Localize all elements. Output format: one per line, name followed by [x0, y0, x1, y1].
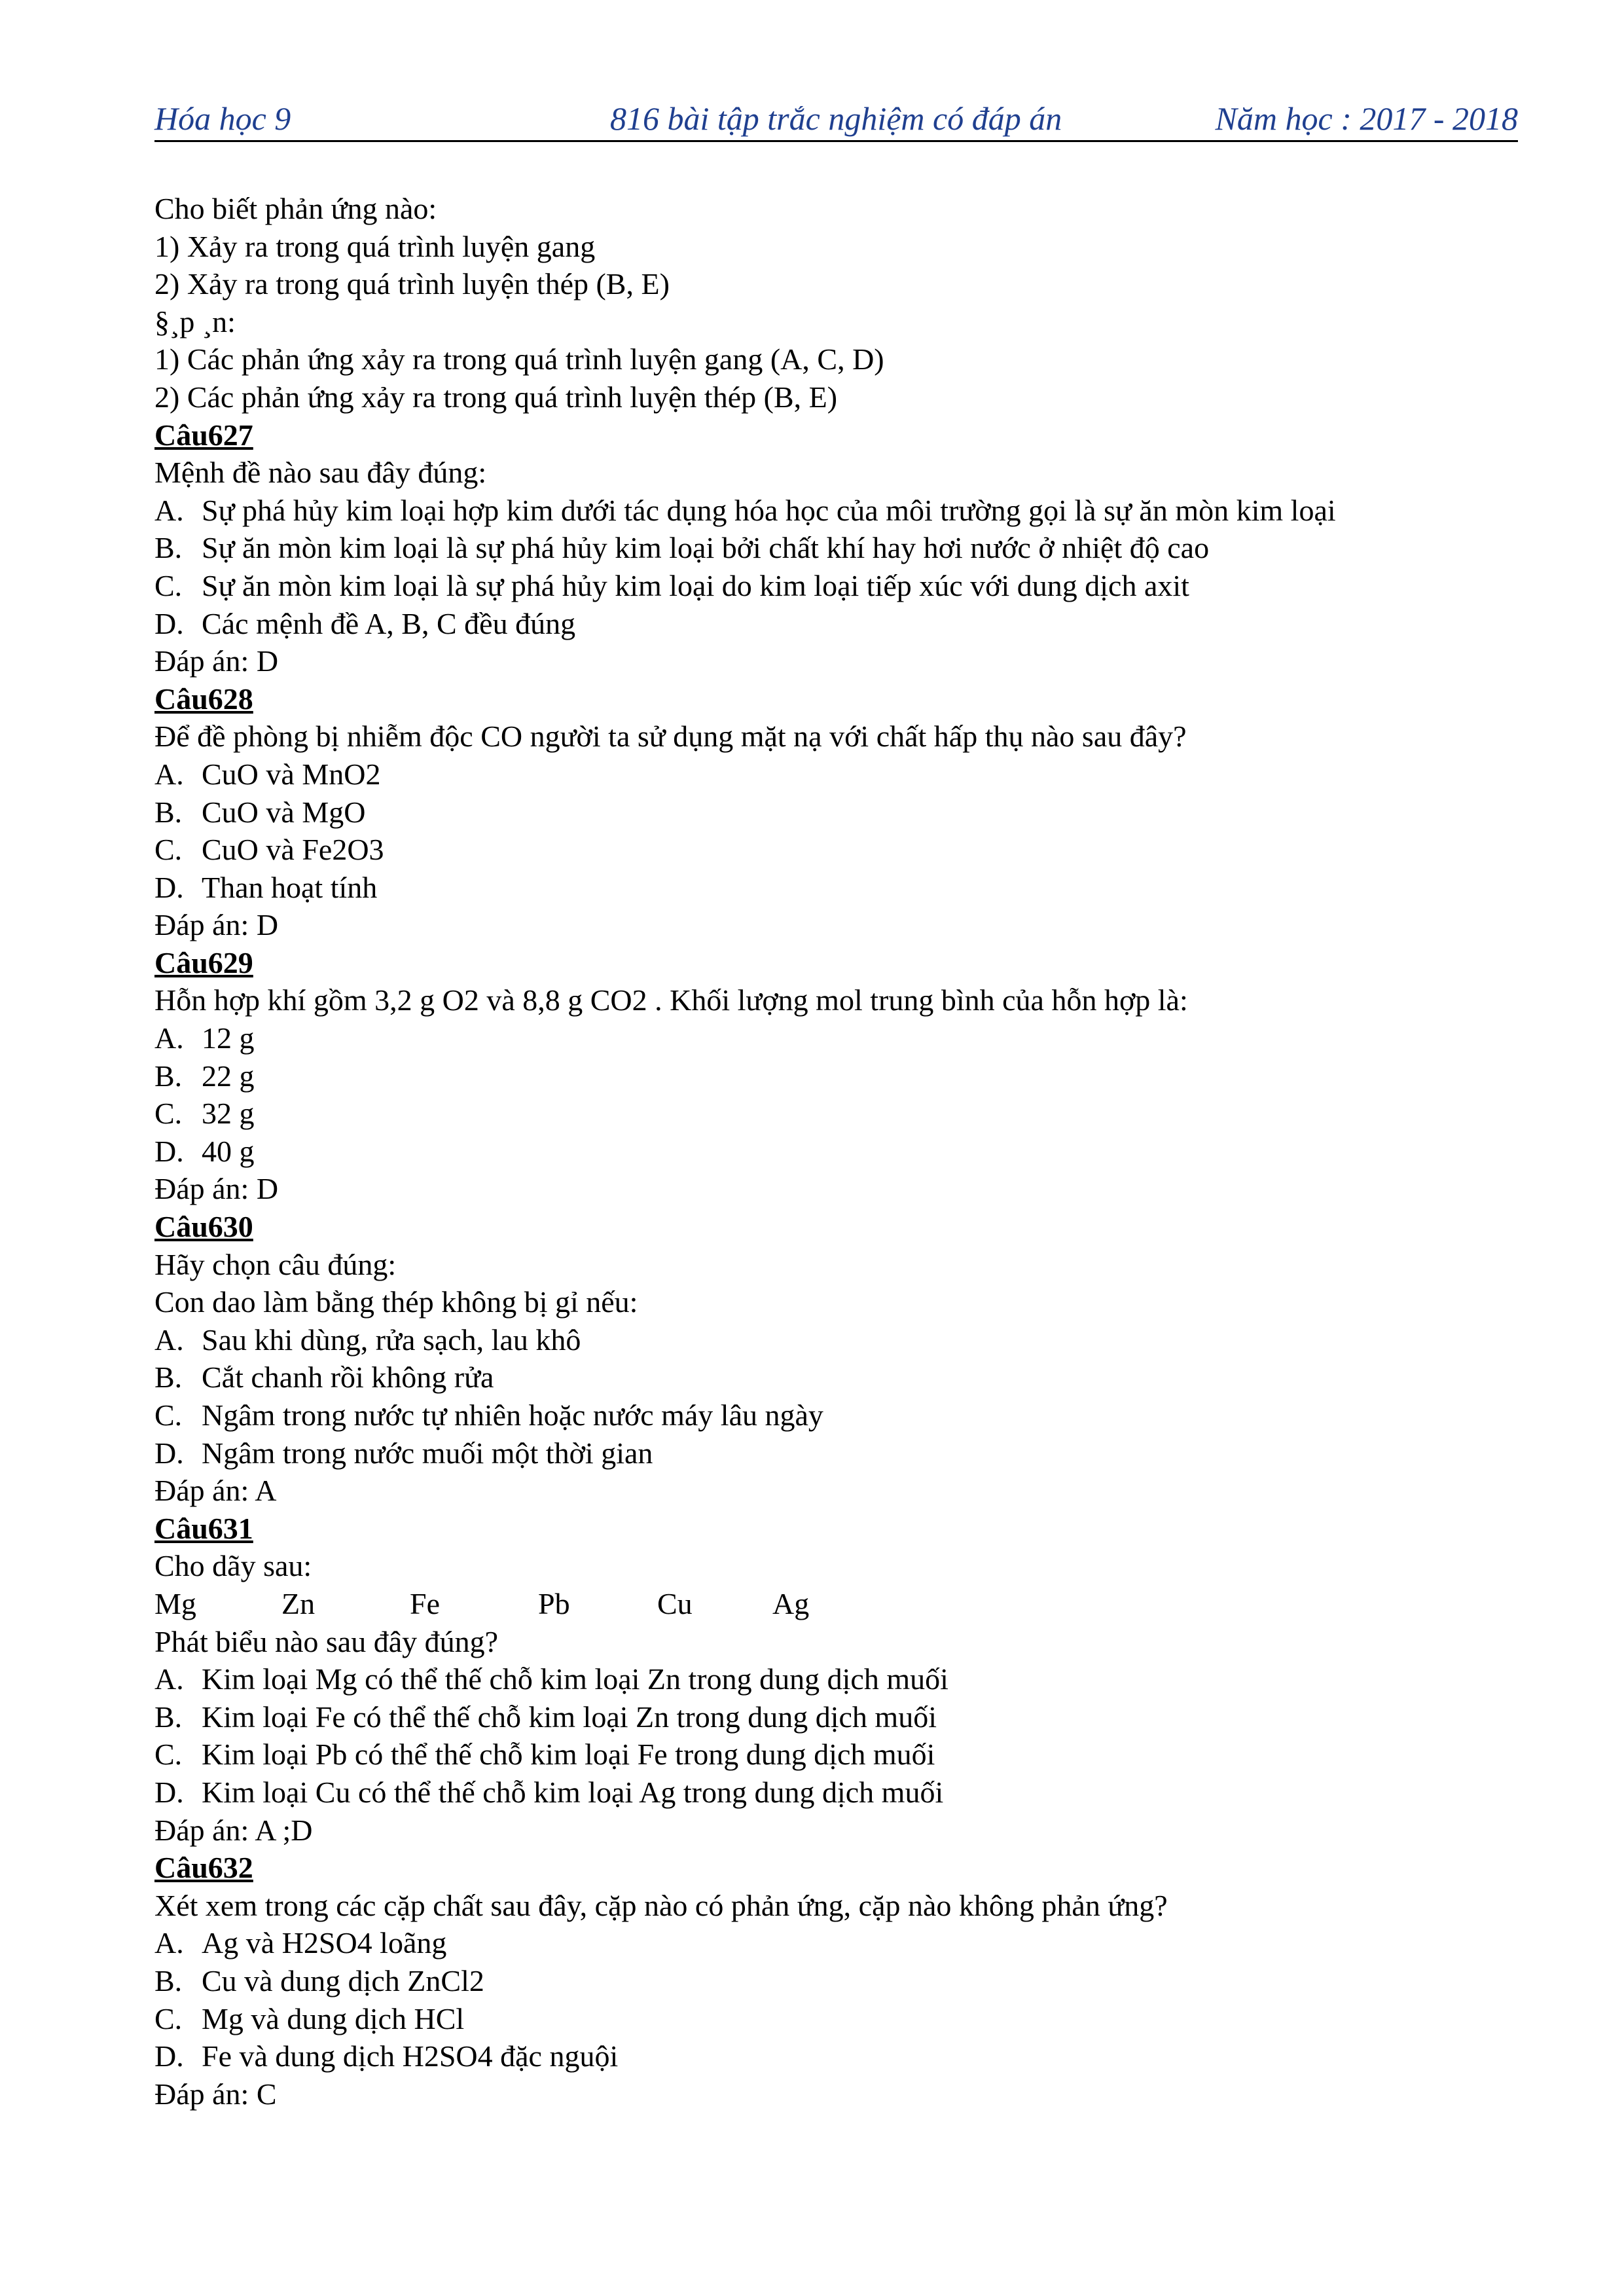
option-text: Cu và dung dịch ZnCl2: [202, 1963, 484, 1997]
intro-line: 2) Các phản ứng xảy ra trong quá trình luyện thép (B, E): [154, 380, 838, 414]
option-b: [154, 793, 1518, 831]
option-letter: D.: [154, 2039, 184, 2073]
option-text: CuO và Fe2O3: [202, 833, 384, 867]
series-item: Fe: [410, 1586, 440, 1620]
question-629: [154, 944, 1518, 1208]
option-c: [154, 567, 1518, 605]
option-d: [154, 605, 1518, 643]
question-stem: Xét xem trong các cặp chất sau đây, cặp nào có phản ứng, cặp nào không phản ứng?: [154, 1888, 1168, 1922]
option-text: CuO và MgO: [202, 795, 366, 829]
option-text: Kim loại Cu có thể thế chỗ kim loại Ag trong dung dịch muối: [202, 1775, 944, 1809]
option-d: [154, 1133, 1518, 1171]
question-628: [154, 680, 1518, 944]
option-a: [154, 1924, 1518, 1962]
series-item: Cu: [657, 1586, 693, 1620]
option-text: Các mệnh đề A, B, C đều đúng: [202, 606, 576, 640]
option-a: [154, 756, 1518, 793]
option-letter: C.: [154, 1738, 183, 1772]
option-letter: C.: [154, 833, 183, 867]
intro-answer-heading: §¸p ¸n:: [154, 304, 236, 338]
series-item: Zn: [281, 1586, 316, 1620]
question-627: [154, 416, 1518, 680]
option-letter: B.: [154, 1963, 183, 1997]
option-letter: A.: [154, 1662, 184, 1696]
question-631: [154, 1510, 1518, 1849]
option-d: [154, 1774, 1518, 1812]
option-letter: C.: [154, 1097, 183, 1131]
option-b: [154, 1698, 1518, 1736]
option-text: 40 g: [202, 1134, 255, 1168]
option-b: [154, 1358, 1518, 1396]
question-630: [154, 1208, 1518, 1510]
option-letter: C.: [154, 1398, 183, 1432]
option-text: Sự phá hủy kim loại hợp kim dưới tác dụng hóa học của môi trường gọi là sự ăn mòn kim loại: [202, 493, 1336, 527]
intro-block: [154, 190, 1518, 416]
series-item: Mg: [154, 1586, 196, 1620]
option-d: [154, 1434, 1518, 1472]
question-title: Câu630: [154, 1210, 253, 1244]
series-item: Ag: [772, 1586, 810, 1620]
series-item: Pb: [538, 1586, 570, 1620]
answer: Đáp án: D: [154, 908, 279, 942]
option-letter: B.: [154, 1700, 183, 1734]
option-text: CuO và MnO2: [202, 757, 381, 791]
option-c: [154, 2000, 1518, 2038]
option-text: Kim loại Mg có thể thế chỗ kim loại Zn trong dung dịch muối: [202, 1662, 948, 1696]
answer: Đáp án: C: [154, 2077, 277, 2111]
question-stem: Con dao làm bằng thép không bị gỉ nếu:: [154, 1285, 638, 1319]
answer: Đáp án: D: [154, 644, 279, 678]
intro-line: 1) Các phản ứng xảy ra trong quá trình luyện gang (A, C, D): [154, 342, 884, 376]
option-text: 32 g: [202, 1097, 255, 1131]
option-text: 12 g: [202, 1021, 255, 1055]
option-letter: B.: [154, 795, 183, 829]
option-text: Sự ăn mòn kim loại là sự phá hủy kim loại do kim loại tiếp xúc với dung dịch axit: [202, 568, 1189, 602]
option-text: Fe và dung dịch H2SO4 đặc nguội: [202, 2039, 619, 2073]
question-title: Câu631: [154, 1511, 253, 1545]
question-title: Câu629: [154, 945, 253, 979]
option-b: [154, 1057, 1518, 1095]
page-content: [154, 190, 1518, 2113]
option-text: Ag và H2SO4 loãng: [202, 1926, 447, 1960]
question-stem: Cho dãy sau:: [154, 1549, 312, 1583]
option-text: Ngâm trong nước tự nhiên hoặc nước máy lâu ngày: [202, 1398, 823, 1432]
option-letter: B.: [154, 1059, 183, 1093]
option-letter: B.: [154, 531, 183, 565]
question-stem: Hỗn hợp khí gồm 3,2 g O2 và 8,8 g CO2 . Khối lượng mol trung bình của hỗn hợp là:: [154, 983, 1188, 1017]
option-d: [154, 869, 1518, 907]
option-text: Kim loại Pb có thể thế chỗ kim loại Fe trong dung dịch muối: [202, 1738, 935, 1772]
option-letter: B.: [154, 1360, 183, 1394]
option-a: [154, 1321, 1518, 1359]
option-letter: A.: [154, 493, 184, 527]
option-letter: D.: [154, 1134, 184, 1168]
option-text: Cắt chanh rồi không rửa: [202, 1360, 494, 1394]
option-a: [154, 492, 1518, 530]
option-b: [154, 529, 1518, 567]
option-letter: A.: [154, 1021, 184, 1055]
option-text: 22 g: [202, 1059, 255, 1093]
question-title: Câu632: [154, 1851, 253, 1885]
option-letter: A.: [154, 1926, 184, 1960]
option-c: [154, 1736, 1518, 1774]
option-text: Sự ăn mòn kim loại là sự phá hủy kim loại bởi chất khí hay hơi nước ở nhiệt độ cao: [202, 531, 1210, 565]
option-c: [154, 1095, 1518, 1133]
header-school-year: Năm học : 2017 - 2018: [1215, 100, 1518, 137]
intro-line: Cho biết phản ứng nào:: [154, 192, 437, 225]
metal-series: [154, 1585, 1518, 1623]
option-letter: A.: [154, 757, 184, 791]
header-title: 816 bài tập trắc nghiệm có đáp án: [610, 100, 1062, 137]
answer: Đáp án: A: [154, 1474, 277, 1508]
option-letter: D.: [154, 870, 184, 904]
question-632: [154, 1849, 1518, 2113]
option-b: [154, 1962, 1518, 2000]
option-letter: D.: [154, 1775, 184, 1809]
option-letter: D.: [154, 606, 184, 640]
option-a: [154, 1019, 1518, 1057]
question-stem: Để đề phòng bị nhiễm độc CO người ta sử dụng mặt nạ với chất hấp thụ nào sau đây?: [154, 720, 1187, 754]
option-text: Mg và dung dịch HCl: [202, 2001, 465, 2035]
question-stem: Phát biểu nào sau đây đúng?: [154, 1624, 499, 1658]
question-title: Câu627: [154, 418, 253, 452]
option-letter: A.: [154, 1322, 184, 1357]
intro-line: 2) Xảy ra trong quá trình luyện thép (B, E): [154, 267, 670, 301]
intro-line: 1) Xảy ra trong quá trình luyện gang: [154, 229, 596, 263]
option-text: Sau khi dùng, rửa sạch, lau khô: [202, 1322, 581, 1357]
question-stem: Hãy chọn câu đúng:: [154, 1247, 397, 1281]
page-header: [154, 97, 1518, 142]
option-text: Ngâm trong nước muối một thời gian: [202, 1436, 653, 1470]
header-subject: Hóa học 9: [154, 100, 291, 137]
answer: Đáp án: A ;D: [154, 1813, 313, 1847]
answer: Đáp án: D: [154, 1172, 279, 1206]
option-text: Kim loại Fe có thể thế chỗ kim loại Zn trong dung dịch muối: [202, 1700, 937, 1734]
option-letter: C.: [154, 2001, 183, 2035]
option-a: [154, 1660, 1518, 1698]
option-letter: D.: [154, 1436, 184, 1470]
question-title: Câu628: [154, 682, 253, 716]
question-stem: Mệnh đề nào sau đây đúng:: [154, 456, 487, 490]
option-c: [154, 1396, 1518, 1434]
option-d: [154, 2037, 1518, 2075]
option-c: [154, 831, 1518, 869]
option-text: Than hoạt tính: [202, 870, 378, 904]
option-letter: C.: [154, 568, 183, 602]
